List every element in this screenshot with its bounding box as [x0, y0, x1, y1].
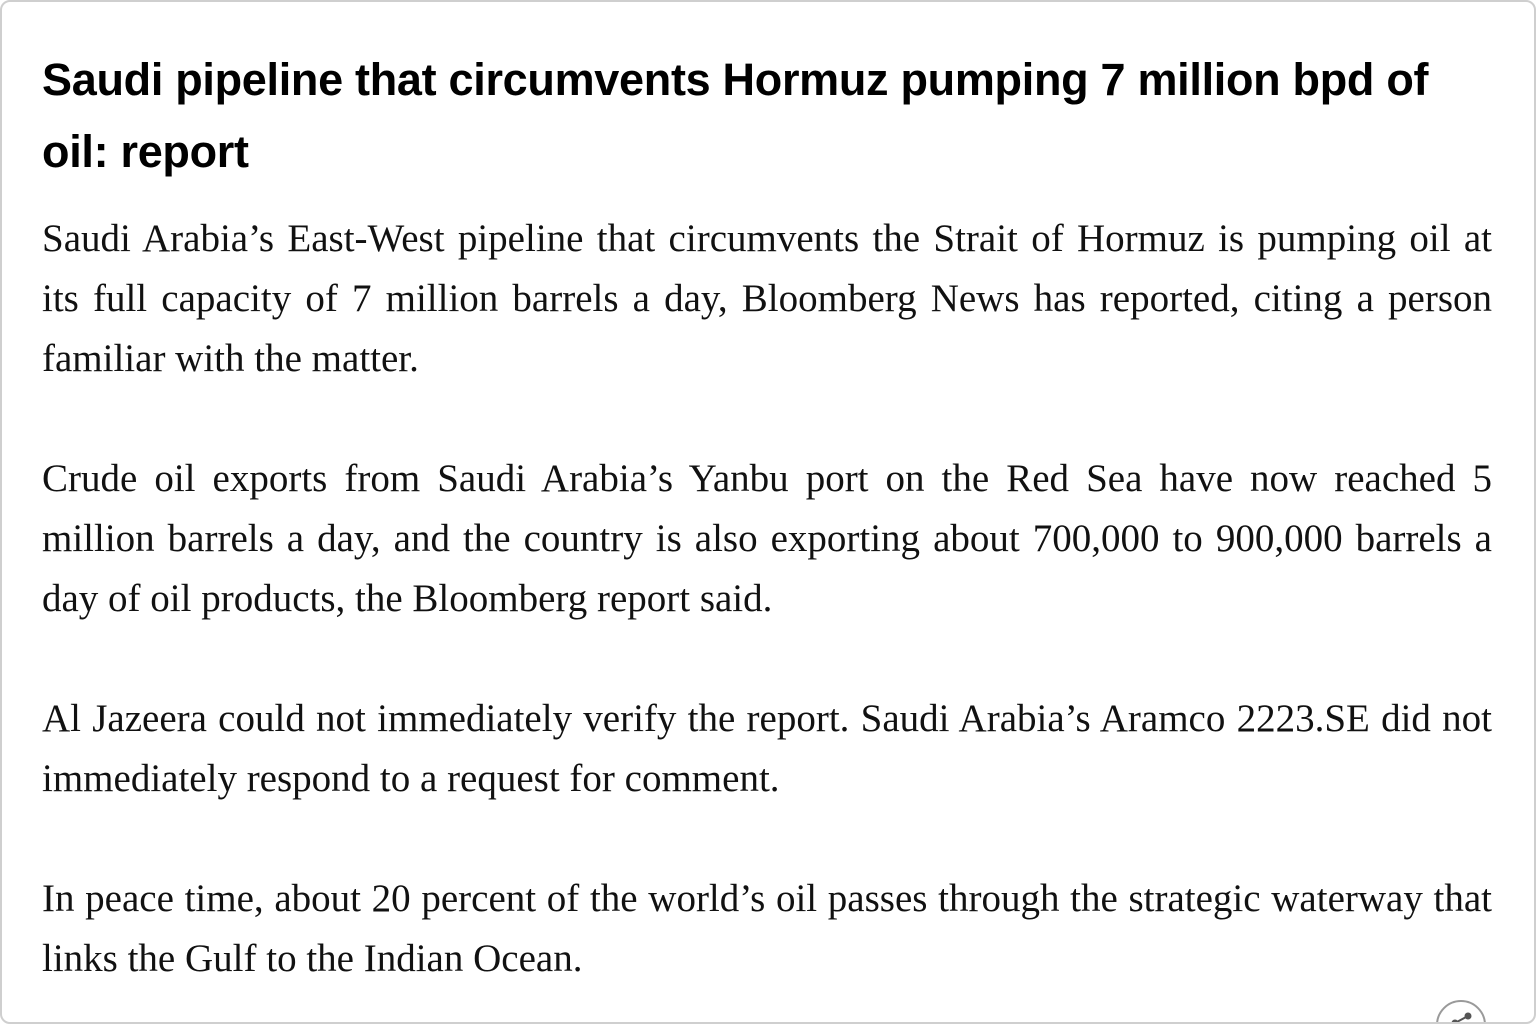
- article-body: [42, 209, 1492, 1024]
- article-headline: Saudi pipeline that circumvents Hormuz pumping 7 million bpd of oil: report: [42, 54, 1429, 177]
- article-paragraph: In peace time, about 20 percent of the world’s oil passes through the strategic waterway that links the Gulf to the Indian Ocean.: [42, 877, 1492, 980]
- article-paragraph: Crude oil exports from Saudi Arabia’s Yanbu port on the Red Sea have now reached 5 million barrels a day, and the country is also exporting about 700,000 to 900,000 barrels a day of oil products, the Bloomberg report said.: [42, 457, 1492, 620]
- share-icon: [1449, 1010, 1475, 1024]
- article-paragraph: Al Jazeera could not immediately verify the report. Saudi Arabia’s Aramco 2223.SE did not immediately respond to a request for comment.: [42, 697, 1492, 800]
- article-paragraph: Saudi Arabia’s East-West pipeline that circumvents the Strait of Hormuz is pumping oil at its full capacity of 7 million barrels a day, Bloomberg News has reported, citing a person familiar with the matter.: [42, 217, 1492, 380]
